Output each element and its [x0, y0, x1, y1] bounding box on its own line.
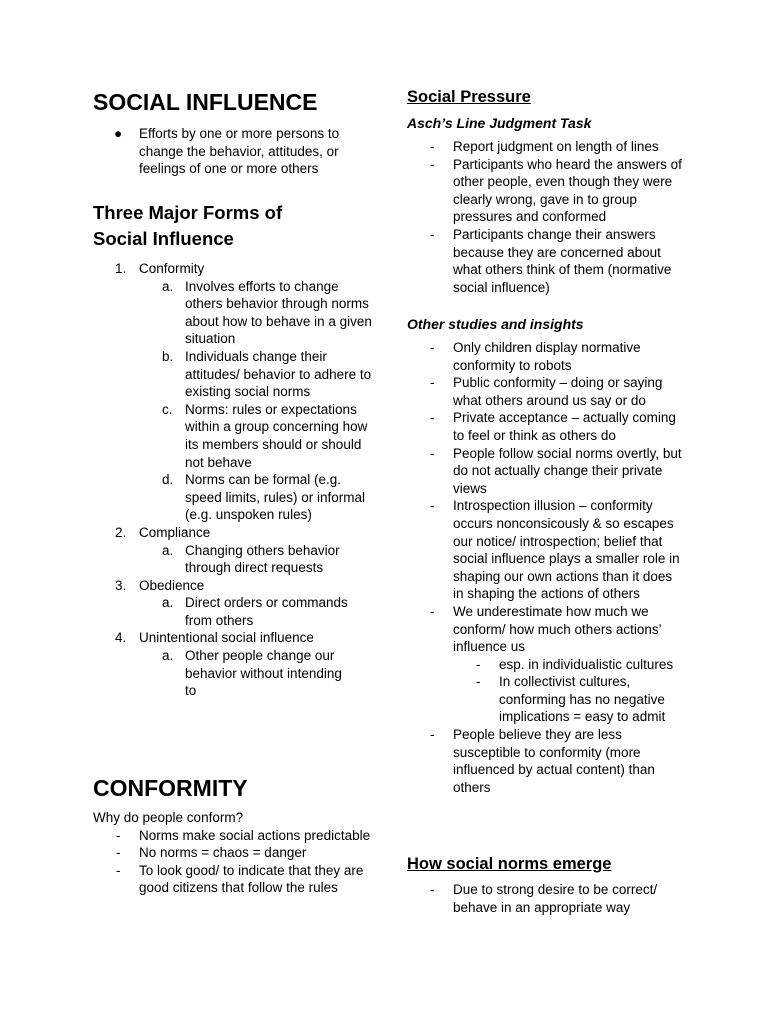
- dash-marker: -: [116, 862, 121, 878]
- reason-item: [93, 862, 373, 897]
- reason-item: [93, 844, 373, 862]
- underestimate-subpoint: [407, 656, 682, 674]
- sub-marker: b.: [162, 348, 174, 364]
- subpoint-text: In collectivist cultures, conforming has no negative implications = easy to admit: [499, 674, 666, 725]
- definition-list: [93, 125, 373, 178]
- form-number: 1.: [115, 261, 127, 276]
- form-number: 4.: [115, 630, 127, 646]
- other-studies-heading: Other studies and insights: [407, 316, 584, 332]
- form-subitem: [93, 542, 373, 577]
- form-subitem: [93, 401, 373, 471]
- sub-marker: a.: [162, 595, 174, 611]
- dash-marker: -: [430, 603, 435, 619]
- dash-marker: -: [116, 845, 121, 861]
- reason-text: No norms = chaos = danger: [139, 845, 307, 861]
- why-question: Why do people conform?: [93, 810, 244, 825]
- dash-marker: -: [430, 882, 435, 897]
- sub-marker: c.: [162, 401, 173, 417]
- form-subitem: [93, 278, 373, 348]
- reason-item: [93, 827, 373, 845]
- form-label: Obedience: [139, 577, 205, 593]
- asch-point-text: Report judgment on length of lines: [453, 139, 659, 154]
- why-conform-section: [93, 809, 373, 897]
- asch-point-text: Participants who heard the answers of other people, even though they were clearly wrong, gave in to group pressures and conformed: [453, 156, 682, 225]
- dash-marker: -: [430, 410, 435, 426]
- form-number: 3.: [115, 577, 127, 593]
- sub-marker: a.: [162, 648, 174, 664]
- other-point: [407, 497, 682, 603]
- form-subitem: [93, 348, 373, 401]
- dash-marker: -: [430, 340, 435, 355]
- sub-marker: d.: [162, 472, 174, 488]
- other-point-text: Introspection illusion – conformity occurs nonconsicously & so escapes our notice/ introspection; belief that social influence plays a smaller role in shaping our own actions than it does in shaping the actions of others: [453, 498, 680, 602]
- other-point-text: We underestimate how much we conform/ how much others actions’ influence us: [453, 603, 662, 655]
- asch-point: [407, 138, 682, 156]
- other-studies-list: [407, 339, 682, 796]
- asch-point: [407, 156, 682, 226]
- asch-heading: Asch’s Line Judgment Task: [407, 115, 592, 131]
- asch-point-text: Participants change their answers because they are concerned about what others think of them (normative social influence): [453, 226, 672, 295]
- forms-heading: Three Major Forms of Social Influence: [93, 202, 283, 249]
- other-point-text: People follow social norms overtly, but do not actually change their private views: [453, 445, 682, 496]
- form-subitem: [93, 647, 355, 700]
- definition-text: Efforts by one or more persons to change the behavior, attitudes, or feelings of one or more others: [139, 126, 340, 177]
- dash-marker: -: [430, 156, 435, 172]
- dash-marker: -: [116, 827, 121, 843]
- conformity-heading: CONFORMITY: [93, 775, 248, 801]
- social-pressure-heading: Social Pressure: [407, 88, 531, 106]
- forms-list: [93, 260, 373, 700]
- other-point: [407, 445, 682, 498]
- dash-marker: -: [430, 498, 435, 514]
- definition-item: [93, 125, 373, 178]
- dash-marker: -: [430, 226, 435, 242]
- bullet-icon: ●: [114, 126, 123, 141]
- form-item-obedience: [93, 577, 373, 595]
- other-point: [407, 409, 682, 444]
- dash-marker: -: [476, 674, 481, 690]
- sub-text: Norms can be formal (e.g. speed limits, rules) or informal (e.g. unspoken rules): [185, 472, 366, 523]
- form-item-unintentional: [93, 629, 373, 647]
- other-point-text: Private acceptance – actually coming to feel or think as others do: [453, 410, 676, 443]
- form-label: Conformity: [139, 261, 205, 276]
- sub-text: Other people change our behavior without intending to: [185, 648, 342, 699]
- form-number: 2.: [115, 524, 127, 540]
- dash-marker: -: [476, 656, 481, 672]
- form-label: Unintentional social influence: [139, 630, 314, 646]
- norms-point: [407, 881, 682, 916]
- form-item-conformity: [93, 260, 373, 278]
- norms-emerge-list: [407, 881, 682, 916]
- other-point-text: Public conformity – doing or saying what others around us say or do: [453, 375, 663, 408]
- sub-text: Involves efforts to change others behavior through norms about how to behave in a given situation: [185, 278, 372, 347]
- sub-text: Individuals change their attitudes/ behavior to adhere to existing social norms: [185, 348, 372, 400]
- asch-point: [407, 226, 682, 296]
- form-subitem: [93, 594, 373, 629]
- sub-marker: a.: [162, 278, 174, 294]
- sub-marker: a.: [162, 542, 174, 558]
- other-point: [407, 374, 682, 409]
- other-point-text: People believe they are less susceptible to conformity (more influenced by actual content) than others: [453, 727, 655, 795]
- sub-text: Direct orders or commands from others: [185, 595, 348, 628]
- form-subitem: [93, 471, 373, 524]
- reason-text: To look good/ to indicate that they are good citizens that follow the rules: [139, 862, 364, 896]
- norms-point-text: Due to strong desire to be correct/ behave in an appropriate way: [453, 882, 658, 915]
- dash-marker: -: [430, 727, 435, 743]
- page-title: SOCIAL INFLUENCE: [93, 89, 318, 115]
- dash-marker: -: [430, 375, 435, 391]
- subpoint-text: esp. in individualistic cultures: [499, 656, 674, 672]
- reason-text: Norms make social actions predictable: [139, 827, 371, 843]
- form-label: Compliance: [139, 524, 211, 540]
- other-point: [407, 726, 682, 796]
- sub-text: Changing others behavior through direct requests: [185, 542, 340, 576]
- asch-list: [407, 138, 682, 296]
- dash-marker: -: [430, 139, 435, 154]
- other-point: [407, 603, 682, 656]
- form-item-compliance: [93, 524, 373, 542]
- other-point-text: Only children display normative conformity to robots: [453, 340, 641, 373]
- norms-emerge-heading: How social norms emerge: [407, 855, 612, 873]
- sub-text: Norms: rules or expectations within a group concerning how its members should or should not behave: [185, 401, 368, 470]
- dash-marker: -: [430, 445, 435, 461]
- underestimate-subpoint: [407, 673, 682, 726]
- other-point: [407, 339, 682, 374]
